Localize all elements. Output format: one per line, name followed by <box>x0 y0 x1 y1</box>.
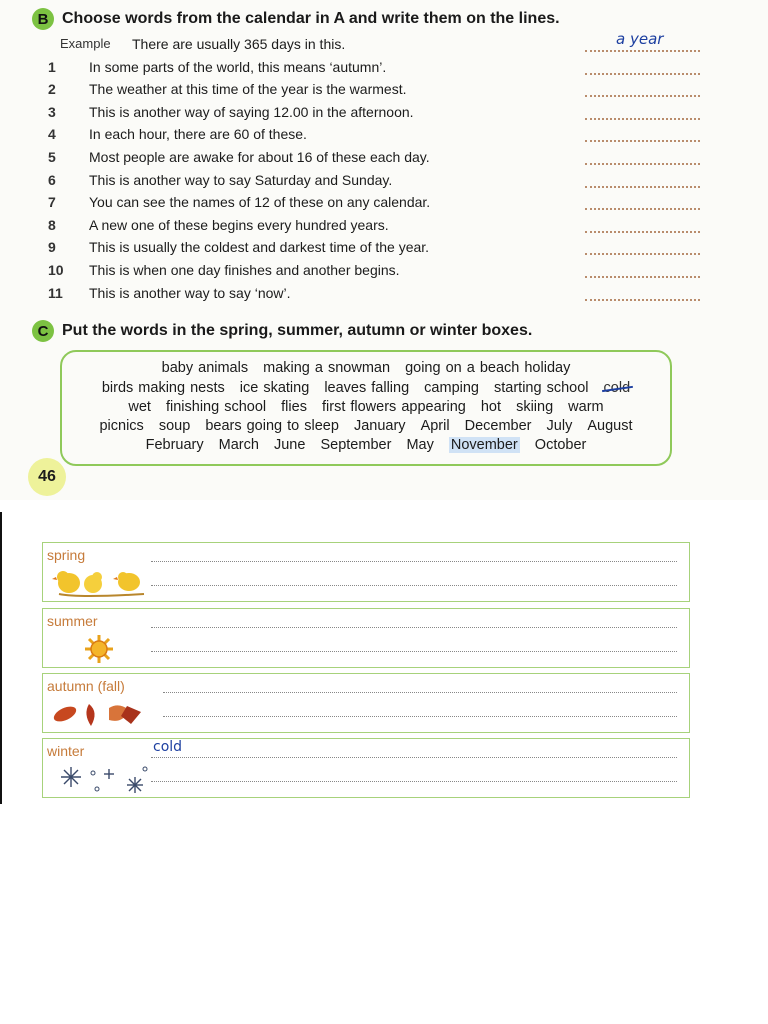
question-text: You can see the names of 12 of these on any calendar. <box>89 194 431 210</box>
season-label: autumn (fall) <box>47 678 125 694</box>
word: warm <box>568 399 604 415</box>
word: January <box>353 418 406 434</box>
word: first flowers appearing <box>321 399 466 415</box>
question-number: 10 <box>48 262 64 278</box>
answer-line[interactable] <box>151 561 677 562</box>
season-label: spring <box>47 547 86 563</box>
answer-line[interactable] <box>585 118 700 120</box>
example-label: Example <box>60 36 111 51</box>
answer-line[interactable] <box>585 163 700 165</box>
answer-line[interactable] <box>585 253 700 255</box>
question-number: 3 <box>48 104 56 120</box>
question-row <box>48 194 698 214</box>
question-row <box>48 59 698 79</box>
section-b-title: Choose words from the calendar in A and write them on the lines. <box>62 10 560 27</box>
question-number: 6 <box>48 172 56 188</box>
section-c-title: Put the words in the spring, summer, autumn or winter boxes. <box>62 322 533 339</box>
section-c-badge: C <box>32 320 54 342</box>
word: finishing school <box>165 399 267 415</box>
question-number: 1 <box>48 59 56 75</box>
word: December <box>464 418 532 434</box>
answer-line[interactable] <box>151 781 677 782</box>
word: March <box>218 437 259 453</box>
question-text: This is usually the coldest and darkest time of the year. <box>89 239 430 255</box>
season-box-spring <box>42 542 690 602</box>
question-text: Most people are awake for about 16 of these each day. <box>89 149 430 165</box>
question-row <box>48 262 698 282</box>
page-number-badge: 46 <box>28 458 66 496</box>
example-answer: a year <box>616 30 664 48</box>
answer-line[interactable] <box>585 231 700 233</box>
answer-line[interactable] <box>585 73 700 75</box>
leaves-icon <box>49 698 159 730</box>
question-row <box>48 126 698 146</box>
season-box-autumn <box>42 673 690 733</box>
word: leaves falling <box>324 380 410 396</box>
word: ice skating <box>239 380 310 396</box>
question-row <box>48 149 698 169</box>
question-number: 2 <box>48 81 56 97</box>
word: making a snowman <box>263 360 391 376</box>
word-line-3 <box>62 399 670 415</box>
question-row <box>48 239 698 259</box>
sun-icon <box>49 633 159 665</box>
word: July <box>546 418 573 434</box>
question-row <box>48 172 698 192</box>
season-box-summer <box>42 608 690 668</box>
question-number: 7 <box>48 194 56 210</box>
word: flies <box>281 399 307 415</box>
word-line-4 <box>62 418 670 434</box>
question-number: 11 <box>48 285 63 301</box>
word: baby animals <box>161 360 249 376</box>
word: September <box>320 437 392 453</box>
word: picnics <box>99 418 144 434</box>
word: bears going to sleep <box>205 418 339 434</box>
answer-line[interactable] <box>585 208 700 210</box>
question-number: 9 <box>48 239 56 255</box>
question-row <box>48 285 698 305</box>
answer-line[interactable] <box>151 757 677 758</box>
question-text: A new one of these begins every hundred years. <box>89 217 389 233</box>
season-label: winter <box>47 743 85 759</box>
word: hot <box>480 399 502 415</box>
answer-line[interactable] <box>585 50 700 52</box>
question-row <box>48 81 698 101</box>
answer-line[interactable] <box>585 95 700 97</box>
word: starting school <box>494 380 589 396</box>
word: February <box>145 437 204 453</box>
question-number: 8 <box>48 217 56 233</box>
answer-line[interactable] <box>585 186 700 188</box>
edge-mark <box>0 512 2 804</box>
word: soup <box>158 418 191 434</box>
word: wet <box>128 399 151 415</box>
question-text: This is another way of saying 12.00 in the afternoon. <box>89 104 414 120</box>
season-label: summer <box>47 613 98 629</box>
question-row <box>48 104 698 124</box>
word: May <box>406 437 434 453</box>
word: camping <box>424 380 479 396</box>
word-line-1 <box>62 360 670 376</box>
word: skiing <box>516 399 554 415</box>
season-answer: cold <box>153 739 183 755</box>
question-number: 4 <box>48 126 56 142</box>
word: April <box>420 418 450 434</box>
answer-line[interactable] <box>585 140 700 142</box>
word-highlighted: November <box>450 437 518 453</box>
word-line-5 <box>62 437 670 453</box>
example-text: There are usually 365 days in this. <box>132 36 346 52</box>
example-row <box>48 30 698 56</box>
workbook-page <box>0 0 768 500</box>
word-crossed-out: cold <box>603 380 631 396</box>
word: birds making nests <box>101 380 225 396</box>
word: June <box>273 437 306 453</box>
answer-line[interactable] <box>151 585 677 586</box>
answer-line[interactable] <box>163 692 677 693</box>
question-row <box>48 217 698 237</box>
answer-line[interactable] <box>585 299 700 301</box>
answer-line[interactable] <box>585 276 700 278</box>
snowflakes-icon <box>49 763 159 795</box>
season-box-winter <box>42 738 690 798</box>
answer-line[interactable] <box>163 716 677 717</box>
question-text: The weather at this time of the year is the warmest. <box>89 81 407 97</box>
question-text: This is when one day finishes and another begins. <box>89 262 400 278</box>
section-c-header <box>32 320 532 342</box>
question-number: 5 <box>48 149 56 165</box>
section-b-badge: B <box>32 8 54 30</box>
question-text: This is another way to say Saturday and Sunday. <box>89 172 393 188</box>
answer-line[interactable] <box>151 627 677 628</box>
question-text: In each hour, there are 60 of these. <box>89 126 307 142</box>
section-b-header <box>32 8 560 30</box>
word: August <box>587 418 633 434</box>
word-line-2 <box>62 380 670 396</box>
answer-line[interactable] <box>151 651 677 652</box>
question-text: In some parts of the world, this means ‘autumn’. <box>89 59 387 75</box>
chicks-icon <box>49 567 159 599</box>
question-text: This is another way to say ‘now’. <box>89 285 291 301</box>
word: going on a beach holiday <box>405 360 571 376</box>
word-box <box>60 350 672 466</box>
word: October <box>534 437 587 453</box>
